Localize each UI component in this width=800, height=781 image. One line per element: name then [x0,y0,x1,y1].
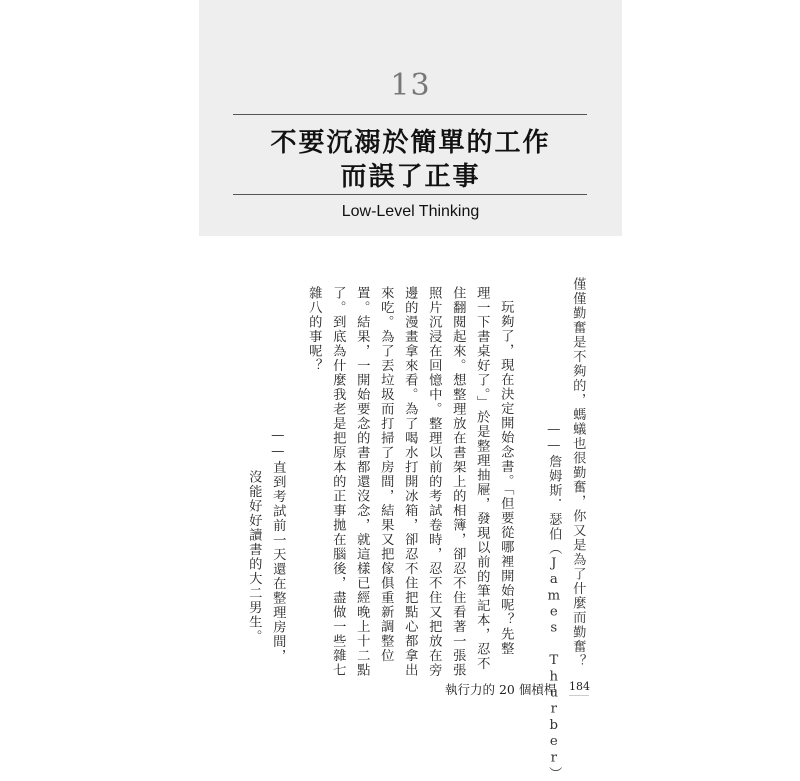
header-rule-bottom [233,194,587,195]
chapter-title-line-1: 不要沉溺於簡單的工作 [270,128,551,158]
chapter-subtitle: Low-Level Thinking [341,203,480,220]
body-line: 邊的漫畫拿來看。為了喝水打開冰箱，卻忍不住把點心都拿出 [402,286,418,678]
body-line: 了。到底為什麼我老是把原本的正事拋在腦後，盡做一些雜七 [330,286,346,678]
body-line: 雜八的事呢？ [306,286,322,373]
header-rule-top [233,114,587,115]
chapter-header [199,0,622,236]
signature-line-2: 沒能好好讀書的大二男生。 [246,470,262,644]
body-line: 來吃。為了丟垃圾而打掃了房間，結果又把傢俱重新調整位 [378,286,394,663]
body-line: 置。結果，一開始要念的書都還沒念，就這樣已經晚上十二點 [354,286,370,678]
chapter-title-line-2: 而誤了正事 [340,162,481,192]
epigraph-attribution: ——詹姆斯．瑟伯（James Thurber） [546,422,562,781]
footer-rule [569,695,589,696]
chapter-number: 13 [390,68,431,103]
book-page [199,0,622,781]
body-line: 理一下書桌好了。」於是整理抽屜，發現以前的筆記本，忍不 [474,286,490,671]
page-number: 184 [569,680,590,693]
body-line: 住翻閱起來。想整理放在書架上的相簿，卻忍不住看著一張張 [450,286,466,678]
body-line: 玩夠了，現在決定開始念書。「但要從哪裡開始呢？先整 [498,300,514,656]
body-line: 照片沉浸在回憶中。整理以前的考試卷時，忍不住又把放在旁 [426,286,442,678]
signature-line-1: ——直到考試前一天還在整理房間， [270,428,286,664]
running-footer-title: 執行力的 20 個槓桿 [445,682,557,697]
epigraph-quote: 僅僅勤奮是不夠的，螞蟻也很勤奮，你又是為了什麼而勤奮？ [570,277,586,669]
